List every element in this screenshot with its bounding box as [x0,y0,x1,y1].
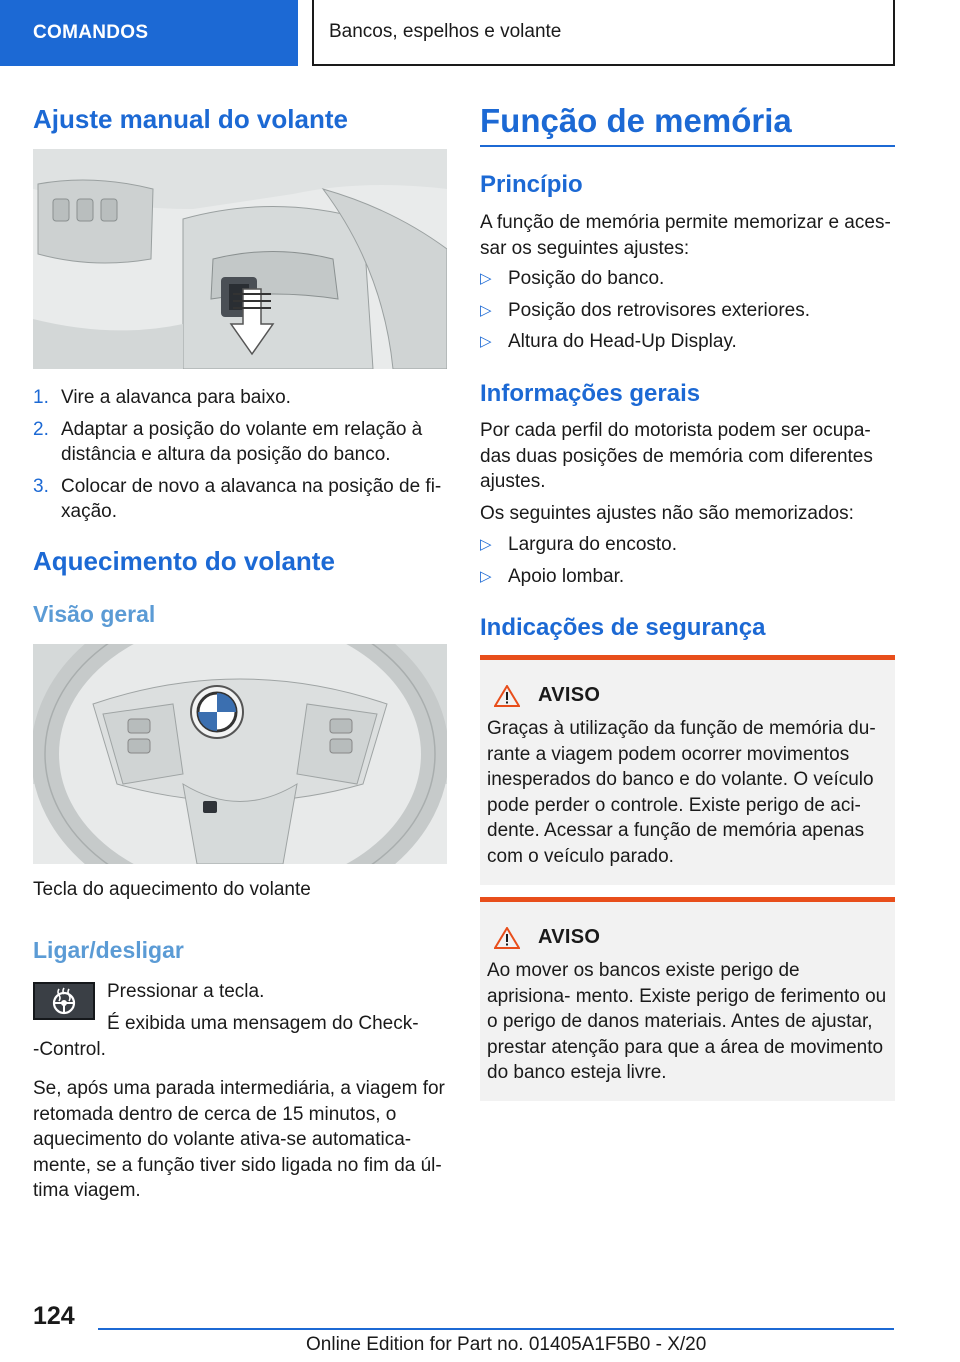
general-info-text: Por cada perfil do motorista podem ser ocupa‐ das duas posições de memória com diferentes ajustes. [480,420,873,492]
heading-underline [480,145,895,147]
list-triangle-icon: ▷ [480,536,492,553]
steering-wheel-illustration [33,644,447,864]
step-1 [33,385,447,411]
step-number: 1. [33,387,49,408]
step-number: 2. [33,418,49,440]
step-text: Adaptar a posição do volante em relação à distância e altura da posição do banco. [61,418,423,465]
steering-lever-illustration [33,149,447,369]
warning-title: AVISO [538,684,601,706]
warning-triangle-icon [494,685,520,707]
heading-memory: Função de memória [480,102,792,139]
figure-caption: Tecla do aquecimento do volante [33,879,311,900]
list-item-text: Posição do banco. [508,268,665,289]
list-triangle-icon: ▷ [480,270,492,287]
footer-rule [98,1328,894,1330]
not-saved-text: Os seguintes ajustes não são memorizados: [480,503,854,524]
step-2 [33,417,447,468]
list-item-text: Altura do Head-Up Display. [508,331,737,352]
heading-principle: Princípio [480,171,583,198]
steering-wheel-drawing [33,644,447,864]
page-number: 124 [33,1302,75,1330]
step-text: Vire a alavanca para baixo. [61,387,291,408]
list-item-text: Largura do encosto. [508,534,678,555]
step-text: Colocar de novo a alavanca na posição de fi‐ xação. [61,475,442,522]
auto-activation-text: Se, após uma parada intermediária, a viagem for retomada dentro de cerca de 15 minutos, o aquecimento do volante ativa-se automatica‐ mente, se a função tiver sido ligada no fim da úl‐ tima viagem. [33,1078,445,1201]
heading-overview: Visão geral [33,601,156,627]
chapter-tab [312,0,895,66]
section-tab [0,0,298,66]
press-instruction: Pressionar a tecla. [107,981,265,1002]
list-triangle-icon: ▷ [480,301,492,319]
principle-text: A função de memória permite memorizar e aces‐ sar os seguintes ajustes: [480,212,891,259]
list-item [480,532,895,558]
chapter-title: Bancos, espelhos e volante [329,21,562,42]
step-3 [33,474,447,525]
check-control-message: É exibida uma mensagem do Check‐ ‐Control. [33,1013,419,1060]
list-item-text: Apoio lombar. [508,565,625,587]
warning-text: Graças à utilização da função de memória du‐ rante a viagem podem ocorrer movimentos inesperados do banco e do volante. O veículo pode perder o controle. Existe perigo de aci‐ dente. Acessar a função de memória apenas com o veículo parado. [487,718,876,867]
principle-list [480,266,895,355]
warning-text: Ao mover os bancos existe perigo de aprisiona‐ mento. Existe perigo de ferimento ou o perigo de danos materiais. Antes de ajustar, prestar atenção para que a área de movimento do banco esteja livre. [487,960,887,1083]
heading-safety: Indicações de segurança [480,614,766,641]
not-saved-list [480,532,895,589]
list-triangle-icon: ▷ [480,333,492,350]
warning-box [480,655,895,885]
warning-triangle-icon [494,927,520,949]
heading-manual-adjust: Ajuste manual do volante [33,104,348,134]
list-triangle-icon: ▷ [480,567,492,585]
list-item [480,298,895,324]
steering-lever-drawing [33,149,447,369]
warning-title: AVISO [538,926,601,948]
heading-general-info: Informações gerais [480,380,701,407]
footer-edition: Online Edition for Part no. 01405A1F5B0 - X/20 [306,1334,707,1355]
list-item-text: Posição dos retrovisores exteriores. [508,299,811,321]
list-item [480,564,895,590]
list-item [480,329,895,355]
warning-box [480,897,895,1101]
list-item [480,266,895,292]
heading-heating: Aquecimento do volante [33,546,335,576]
step-number: 3. [33,475,49,497]
section-title: COMANDOS [33,22,149,43]
heading-onoff: Ligar/desligar [33,937,184,963]
